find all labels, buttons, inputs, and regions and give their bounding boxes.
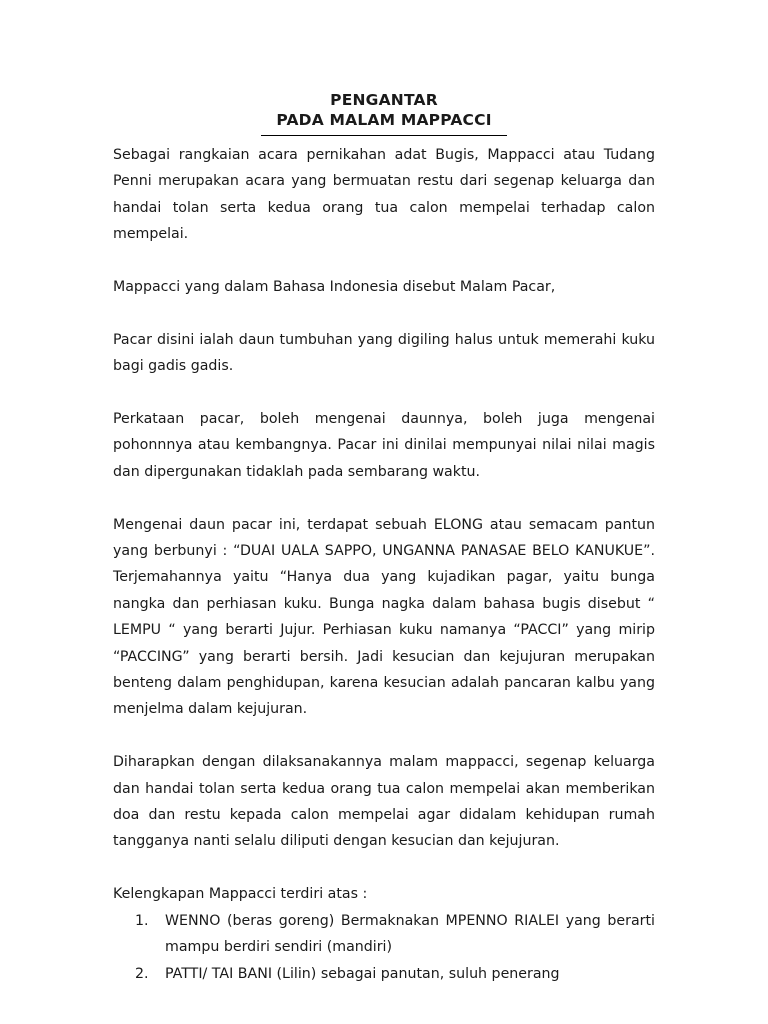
title-underline (261, 135, 507, 136)
document-page (113, 90, 655, 987)
list-item-number: 1. (135, 912, 149, 929)
title-line-1: PENGANTAR (330, 91, 438, 109)
paragraph-pacar-definition: Pacar disini ialah daun tumbuhan yang digiling halus untuk memerahi kuku bagi gadis gadis. (113, 331, 655, 375)
list-item (113, 908, 655, 961)
paragraph-harapan: Diharapkan dengan dilaksanakannya malam mappacci, segenap keluarga dan handai tolan serta kedua orang tua calon mempelai akan memberikan doa dan restu kepada calon mempelai agar didalam kehidupan rumah tangganya nanti selalu diliputi dengan kesucian dan kejujuran. (113, 754, 655, 850)
document-title (113, 90, 655, 136)
list-item-text: PATTI/ TAI BANI (Lilin) sebagai panutan, suluh penerang (165, 965, 560, 982)
paragraph-perkataan-pacar: Perkataan pacar, boleh mengenai daunnya, boleh juga mengenai pohonnnya atau kembangnya. Pacar ini dinilai mempunyai nilai nilai magis dan dipergunakan tidaklah pada sembarang waktu. (113, 411, 655, 480)
paragraph-intro: Sebagai rangkaian acara pernikahan adat Bugis, Mappacci atau Tudang Penni merupakan acara yang bermuatan restu dari segenap keluarga dan handai tolan serta kedua orang tua calon mempelai terhadap calon mempelai. (113, 147, 655, 243)
kelengkapan-list (113, 908, 655, 987)
list-item-number: 2. (135, 965, 149, 982)
title-line-2: PADA MALAM MAPPACCI (276, 111, 492, 129)
list-item-text: WENNO (beras goreng) Bermaknakan MPENNO RIALEI yang berarti mampu berdiri sendiri (mandiri) (165, 912, 655, 956)
paragraph-elong: Mengenai daun pacar ini, terdapat sebuah ELONG atau semacam pantun yang berbunyi : “DUAI UALA SAPPO, UNGANNA PANASAE BELO KANUKUE”. Terjemahannya yaitu “Hanya dua yang kujadikan pagar, yaitu bunga nangka dan perhiasan kuku. Bunga nagka dalam bahasa bugis disebut “ LEMPU “ yang berarti Jujur. Perhiasan kuku namanya “PACCI” yang mirip “PACCING” yang berarti bersih. Jadi kesucian dan kejujuran merupakan benteng dalam penghidupan, karena kesucian adalah pancaran kalbu yang menjelma dalam kejujuran. (113, 516, 655, 718)
paragraph-kelengkapan: Kelengkapan Mappacci terdiri atas : (113, 886, 368, 903)
list-item (113, 961, 655, 987)
paragraph-malam-pacar: Mappacci yang dalam Bahasa Indonesia disebut Malam Pacar, (113, 279, 556, 296)
